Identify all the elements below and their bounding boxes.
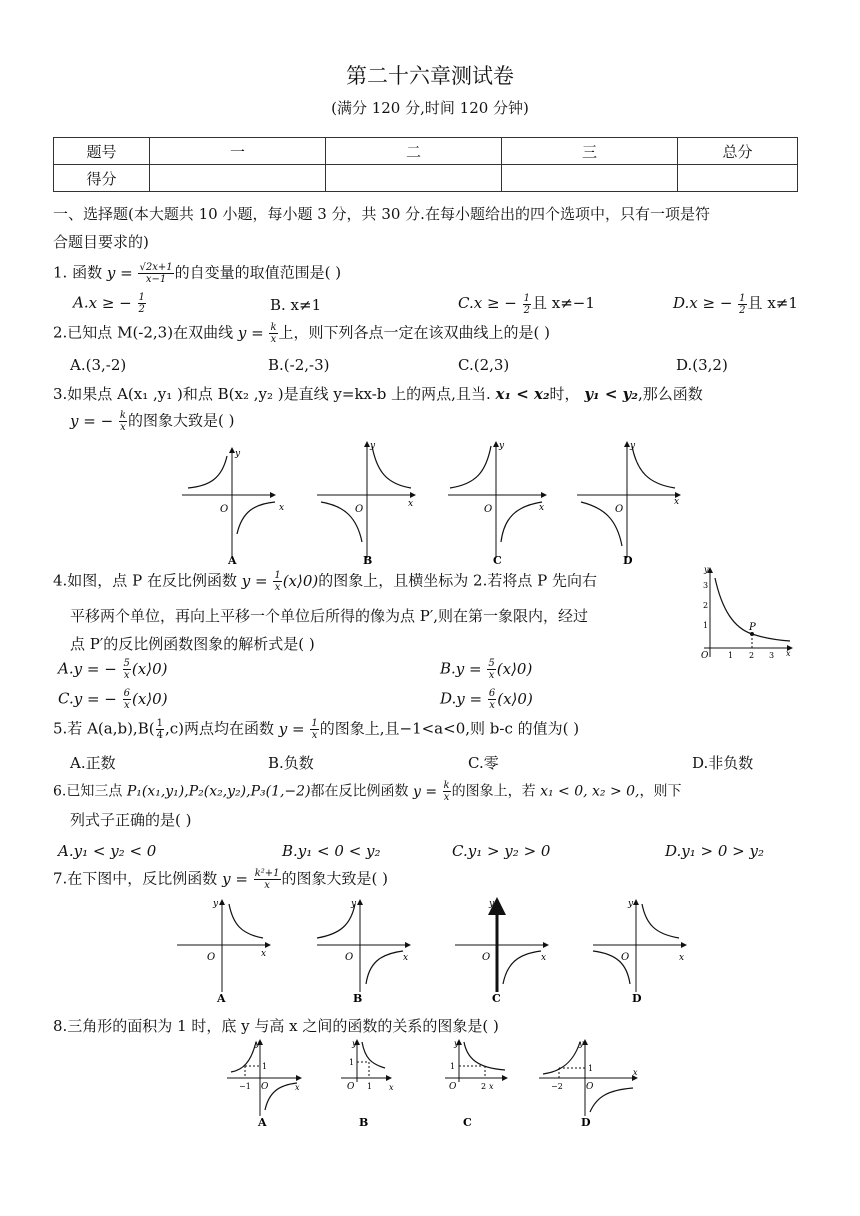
- svg-text:O: O: [484, 504, 493, 515]
- svg-text:B: B: [363, 554, 373, 566]
- q4-option-a[interactable]: A.y = − $\frac{5}{x}$ (x⟩0): [58, 658, 168, 681]
- svg-text:x: x: [539, 503, 545, 513]
- svg-text:1: 1: [703, 621, 709, 630]
- svg-text:y: y: [704, 565, 709, 574]
- q5-option-c[interactable]: C.零: [468, 754, 499, 772]
- q1-formula: y = $\frac{√2x+1}{x-1}$: [106, 262, 173, 285]
- q4-option-c[interactable]: C.y = − $\frac{6}{x}$ (x⟩0): [58, 688, 168, 711]
- q1-option-d[interactable]: D.x ≥ − $\frac{1}{2}$ 且 x≠1: [673, 292, 798, 316]
- svg-text:A: A: [217, 992, 226, 1005]
- q5-option-b[interactable]: B.负数: [268, 754, 314, 772]
- svg-text:y: y: [628, 899, 634, 909]
- svg-text:1: 1: [728, 651, 734, 660]
- q3-graph-d[interactable]: [577, 441, 680, 566]
- question-5: 5.若 A(a,b),B( $\frac{1}{4}$ ,c)两点均在函数 y = $\frac{1}{x}$ 的图象上,且−1<a<0,则 b-c 的值为( ): [53, 718, 580, 741]
- svg-text:y: y: [370, 441, 376, 451]
- svg-text:O: O: [701, 651, 709, 661]
- page-title: 第二十六章测试卷: [346, 64, 514, 88]
- score-table-score-row: [54, 165, 798, 192]
- q5-option-a[interactable]: A.正数: [70, 754, 116, 772]
- score-table-header-row: [54, 138, 798, 165]
- q7-graph-c[interactable]: [455, 899, 548, 1005]
- question-8: 8.三角形的面积为 1 时，底 y 与高 x 之间的函数的关系的图象是( ): [53, 1017, 499, 1035]
- svg-text:O: O: [449, 1082, 457, 1092]
- svg-text:x: x: [295, 1083, 300, 1092]
- svg-text:x: x: [633, 1068, 638, 1077]
- svg-text:2: 2: [749, 651, 755, 660]
- svg-text:C: C: [492, 992, 501, 1005]
- q7-graph-a[interactable]: [177, 899, 270, 1005]
- svg-text:x: x: [541, 953, 547, 963]
- svg-text:C: C: [493, 554, 502, 566]
- q4-option-b[interactable]: B.y = $\frac{5}{x}$ (x⟩0): [440, 658, 533, 681]
- q6-option-c[interactable]: C.y₁ > y₂ > 0: [452, 842, 551, 860]
- svg-text:y: y: [352, 1039, 357, 1048]
- q2-option-c[interactable]: C.(2,3): [458, 356, 510, 374]
- svg-text:−2: −2: [551, 1082, 563, 1091]
- q7-graph-d[interactable]: [593, 899, 686, 1005]
- q1-option-b[interactable]: B. x≠1: [270, 296, 322, 314]
- score-cell: 二: [326, 138, 502, 165]
- svg-text:x: x: [679, 953, 685, 963]
- svg-text:x: x: [403, 953, 409, 963]
- svg-text:O: O: [621, 952, 630, 963]
- q3-graph-c[interactable]: [448, 441, 546, 566]
- q4-graph: [690, 562, 796, 662]
- svg-text:B: B: [353, 992, 363, 1005]
- question-6-line2: 列式子正确的是( ): [70, 811, 192, 829]
- svg-text:x: x: [674, 497, 680, 507]
- question-4-line3: 点 P′的反比例函数图象的解析式是( ): [70, 635, 315, 653]
- q8-graph-d[interactable]: [539, 1039, 638, 1129]
- svg-text:y: y: [489, 899, 495, 909]
- question-3-line2: y = − $\frac{k}{x}$ 的图象大致是( ): [70, 410, 235, 433]
- svg-text:B: B: [359, 1116, 369, 1129]
- svg-text:y: y: [454, 1039, 459, 1048]
- svg-text:D: D: [623, 554, 633, 566]
- svg-text:2: 2: [703, 601, 709, 610]
- question-7: 7.在下图中，反比例函数 y = $\frac{\text{k²+1}}{x}$ 的图象大致是( ): [53, 868, 388, 891]
- svg-text:−1: −1: [239, 1082, 251, 1091]
- q3-graph-a[interactable]: [182, 448, 284, 566]
- score-entry-2[interactable]: [326, 165, 502, 192]
- svg-text:x: x: [408, 499, 414, 509]
- question-3-line1: 3.如果点 A(x₁ ,y₁ )和点 B(x₂ ,y₂ )是直线 y=kx-b 上的两点,且当. x₁ < x₂时， y₁ < y₂,那么函数: [53, 385, 703, 403]
- svg-text:D: D: [581, 1116, 591, 1129]
- q1-prefix: 1. 函数: [53, 263, 103, 282]
- q2-option-a[interactable]: A.(3,-2): [70, 356, 127, 374]
- score-entry-1[interactable]: [150, 165, 326, 192]
- score-table: [53, 137, 798, 192]
- svg-text:y: y: [235, 449, 241, 459]
- svg-text:1: 1: [367, 1082, 373, 1091]
- q7-graphs: [175, 894, 695, 1006]
- svg-text:x: x: [261, 949, 267, 959]
- q6-option-d[interactable]: D.y₁ > 0 > y₂: [665, 842, 764, 860]
- svg-text:y: y: [630, 441, 636, 451]
- q8-graph-a[interactable]: [227, 1039, 301, 1129]
- svg-text:1: 1: [450, 1062, 456, 1071]
- q8-graphs: [225, 1038, 645, 1130]
- svg-text:C: C: [463, 1116, 472, 1129]
- q8-graph-c[interactable]: [445, 1039, 507, 1129]
- svg-text:3: 3: [769, 651, 775, 660]
- svg-text:y: y: [213, 899, 219, 909]
- q5-option-d[interactable]: D.非负数: [692, 754, 754, 772]
- score-entry-total[interactable]: [678, 165, 798, 192]
- svg-text:2: 2: [481, 1082, 487, 1091]
- question-2: 2.已知点 M(-2,3)在双曲线 y = $\frac{k}{x}$ 上，则下列各点一定在该双曲线上的是( ): [53, 322, 550, 345]
- svg-text:O: O: [345, 952, 354, 963]
- q3-graph-b[interactable]: [317, 441, 415, 566]
- score-cell: 得分: [54, 165, 150, 192]
- svg-text:A: A: [258, 1116, 267, 1129]
- svg-text:O: O: [207, 952, 216, 963]
- question-1: [53, 262, 341, 285]
- q6-option-a[interactable]: A.y₁ < y₂ < 0: [58, 842, 157, 860]
- question-4-line1: 4.如图，点 P 在反比例函数 y = $\frac{1}{x}$ (x⟩0)的图象上，且横坐标为 2.若将点 P 先向右: [53, 570, 597, 593]
- svg-text:O: O: [355, 504, 364, 515]
- section-heading-line2: 合题目要求的): [53, 233, 149, 251]
- svg-text:O: O: [482, 952, 491, 963]
- section-heading-line1: 一、选择题(本大题共 10 小题，每小题 3 分，共 30 分.在每小题给出的四个选项中，只有一项是符: [53, 205, 710, 223]
- svg-text:A: A: [228, 554, 237, 566]
- svg-text:3: 3: [703, 581, 709, 590]
- svg-text:y: y: [499, 441, 505, 451]
- page-subtitle: (满分 120 分,时间 120 分钟): [331, 99, 529, 117]
- q7-graph-b[interactable]: [317, 899, 410, 1005]
- svg-text:y: y: [351, 899, 357, 909]
- svg-text:y: y: [255, 1039, 260, 1048]
- q1-suffix: 的自变量的取值范围是( ): [174, 263, 342, 282]
- svg-text:1: 1: [588, 1064, 594, 1073]
- question-4-line2: 平移两个单位，再向上平移一个单位后所得的像为点 P′,则在第一象限内，经过: [70, 607, 589, 625]
- svg-text:P: P: [749, 622, 756, 633]
- svg-text:x: x: [279, 503, 285, 513]
- q2-option-b[interactable]: B.(-2,-3): [268, 356, 330, 374]
- q8-graph-b[interactable]: [341, 1039, 394, 1129]
- score-cell: 一: [150, 138, 326, 165]
- q4-option-d[interactable]: D.y = $\frac{6}{x}$ (x⟩0): [440, 688, 533, 711]
- svg-text:O: O: [347, 1082, 355, 1092]
- svg-text:x: x: [489, 1082, 494, 1091]
- q1-option-a[interactable]: A.x ≥ − $\frac{1}{2}$: [73, 292, 145, 315]
- score-entry-3[interactable]: [502, 165, 678, 192]
- score-cell: 三: [502, 138, 678, 165]
- svg-text:O: O: [220, 504, 229, 515]
- q2-option-d[interactable]: D.(3,2): [676, 356, 728, 374]
- q6-option-b[interactable]: B.y₁ < 0 < y₂: [282, 842, 381, 860]
- question-6-line1: 6.已知三点 P₁(x₁,y₁),P₂(x₂,y₂),P₃(1,−2)都在反比例函数 y = $\frac{k}{x}$ 的图象上，若 x₁ < 0, x₂ > 0,，则下: [53, 780, 682, 803]
- q1-option-c[interactable]: C.x ≥ − $\frac{1}{2}$ 且 x≠−1: [458, 292, 595, 316]
- q3-graphs: [180, 438, 700, 566]
- score-cell: 题号: [54, 138, 150, 165]
- score-cell: 总分: [678, 138, 798, 165]
- svg-text:y: y: [579, 1039, 584, 1048]
- svg-text:x: x: [389, 1083, 394, 1092]
- svg-text:D: D: [632, 992, 642, 1005]
- svg-text:1: 1: [349, 1058, 355, 1067]
- svg-text:O: O: [261, 1082, 269, 1092]
- svg-text:O: O: [586, 1082, 594, 1092]
- svg-text:O: O: [615, 504, 624, 515]
- svg-text:x: x: [786, 649, 791, 658]
- svg-text:1: 1: [262, 1062, 268, 1071]
